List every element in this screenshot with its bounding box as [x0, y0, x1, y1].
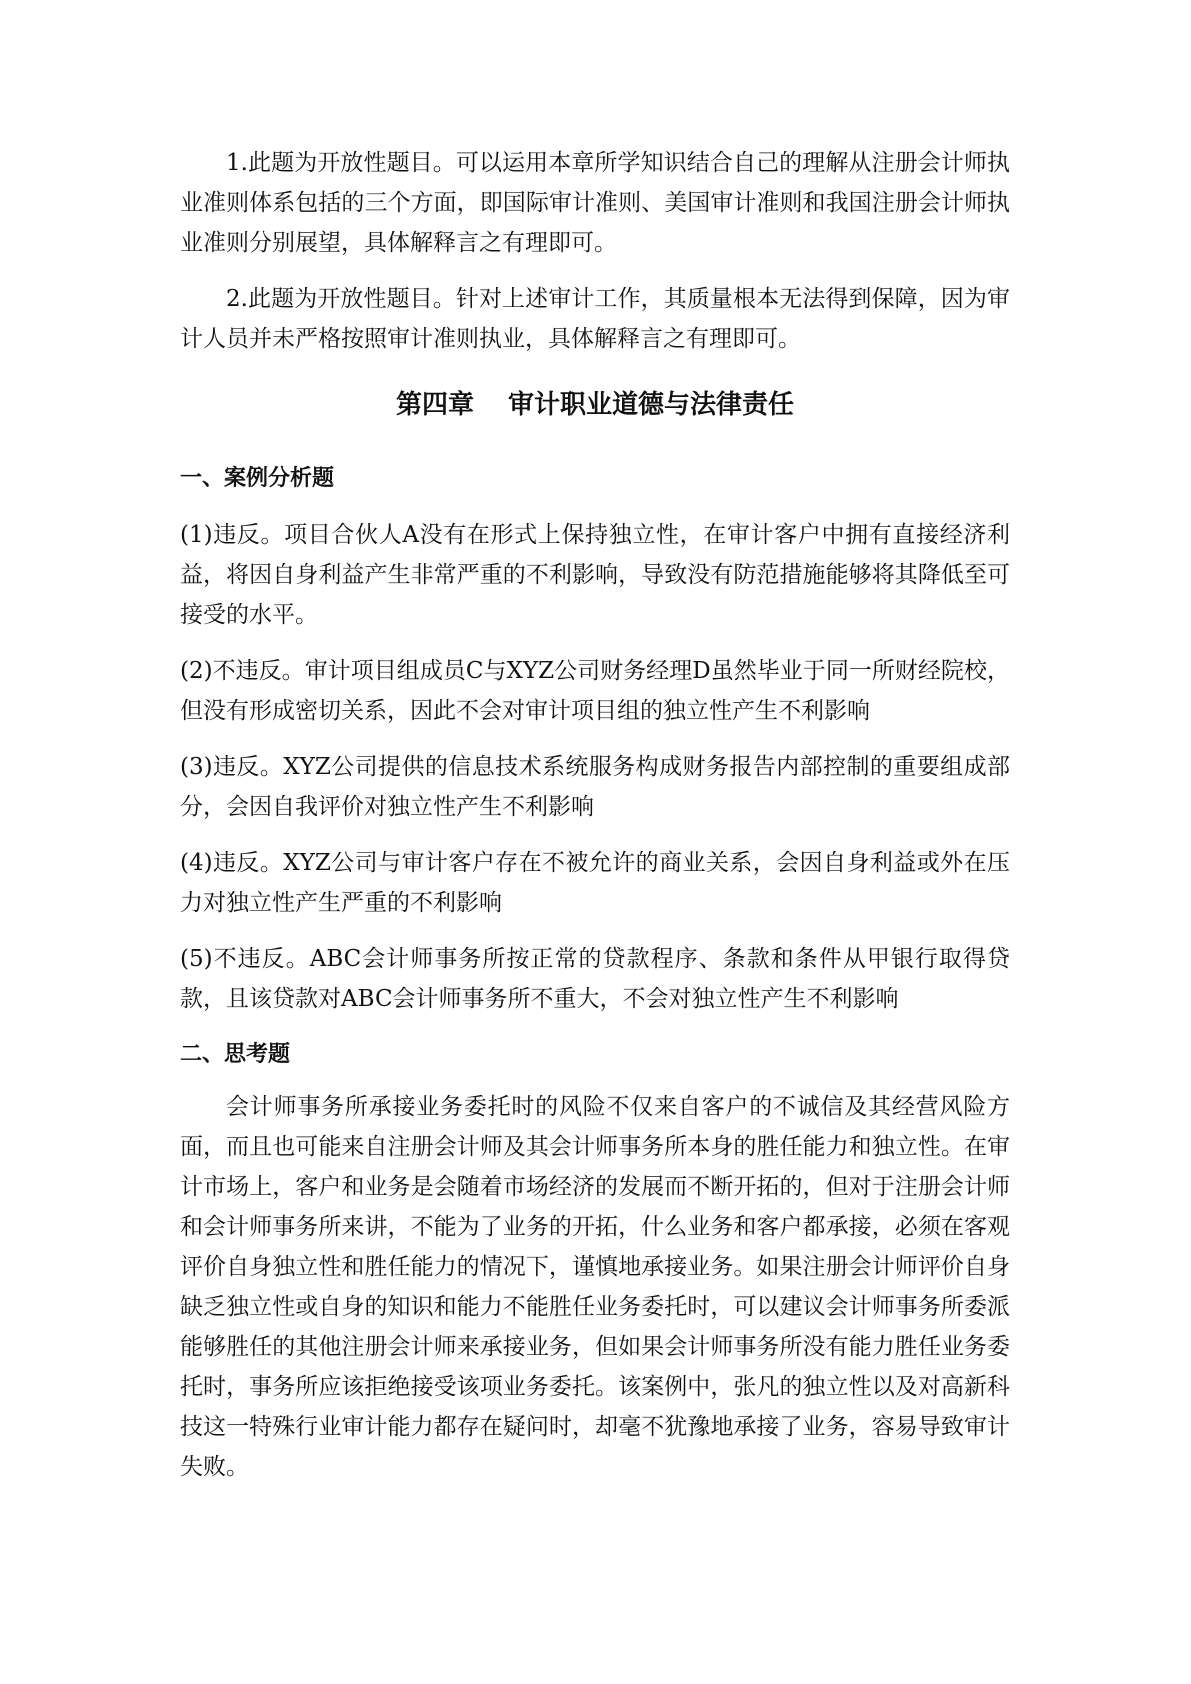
chapter-number: 第四章	[395, 390, 474, 420]
chapter-title: 审计职业道德与法律责任	[508, 390, 795, 420]
section-heading-case-analysis: 一、案例分析题	[180, 466, 335, 491]
section-heading-discussion: 二、思考题	[180, 1042, 291, 1067]
case-item-1: (1)违反。项目合伙人A没有在形式上保持独立性，在审计客户中拥有直接经济利益，将因自身利益产生非常严重的不利影响，导致没有防范措施能够将其降低至可接受的水平。	[180, 522, 1010, 628]
intro-paragraph-1: 1.此题为开放性题目。可以运用本章所学知识结合自己的理解从注册会计师执业准则体系包括的三个方面，即国际审计准则、美国审计准则和我国注册会计师执业准则分别展望，具体解释言之有理即可。	[180, 150, 1010, 256]
chapter-heading	[180, 385, 1010, 425]
case-item-2: (2)不违反。审计项目组成员C与XYZ公司财务经理D虽然毕业于同一所财经院校，但没有形成密切关系，因此不会对审计项目组的独立性产生不利影响	[180, 658, 1010, 724]
case-item-5: (5)不违反。ABC会计师事务所按正常的贷款程序、条款和条件从甲银行取得贷款，且该贷款对ABC会计师事务所不重大，不会对独立性产生不利影响	[180, 946, 1010, 1012]
page-content	[180, 143, 1010, 1487]
case-item-3: (3)违反。XYZ公司提供的信息技术系统服务构成财务报告内部控制的重要组成部分，会因自我评价对独立性产生不利影响	[180, 754, 1010, 820]
case-item-4: (4)违反。XYZ公司与审计客户存在不被允许的商业关系，会因自身利益或外在压力对独立性产生严重的不利影响	[180, 850, 1010, 916]
intro-paragraph-2: 2.此题为开放性题目。针对上述审计工作，其质量根本无法得到保障，因为审计人员并未严格按照审计准则执业，具体解释言之有理即可。	[180, 286, 1010, 352]
discussion-paragraph: 会计师事务所承接业务委托时的风险不仅来自客户的不诚信及其经营风险方面，而且也可能来自注册会计师及其会计师事务所本身的胜任能力和独立性。在审计市场上，客户和业务是会随着市场经济的发展而不断开拓的，但对于注册会计师和会计师事务所来讲，不能为了业务的开拓，什么业务和客户都承接，必须在客观评价自身独立性和胜任能力的情况下，谨慎地承接业务。如果注册会计师评价自身缺乏独立性或自身的知识和能力不能胜任业务委托时，可以建议会计师事务所委派能够胜任的其他注册会计师来承接业务，但如果会计师事务所没有能力胜任业务委托时，事务所应该拒绝接受该项业务委托。该案例中，张凡的独立性以及对高新科技这一特殊行业审计能力都存在疑问时，却毫不犹豫地承接了业务，容易导致审计失败。	[180, 1094, 1010, 1480]
